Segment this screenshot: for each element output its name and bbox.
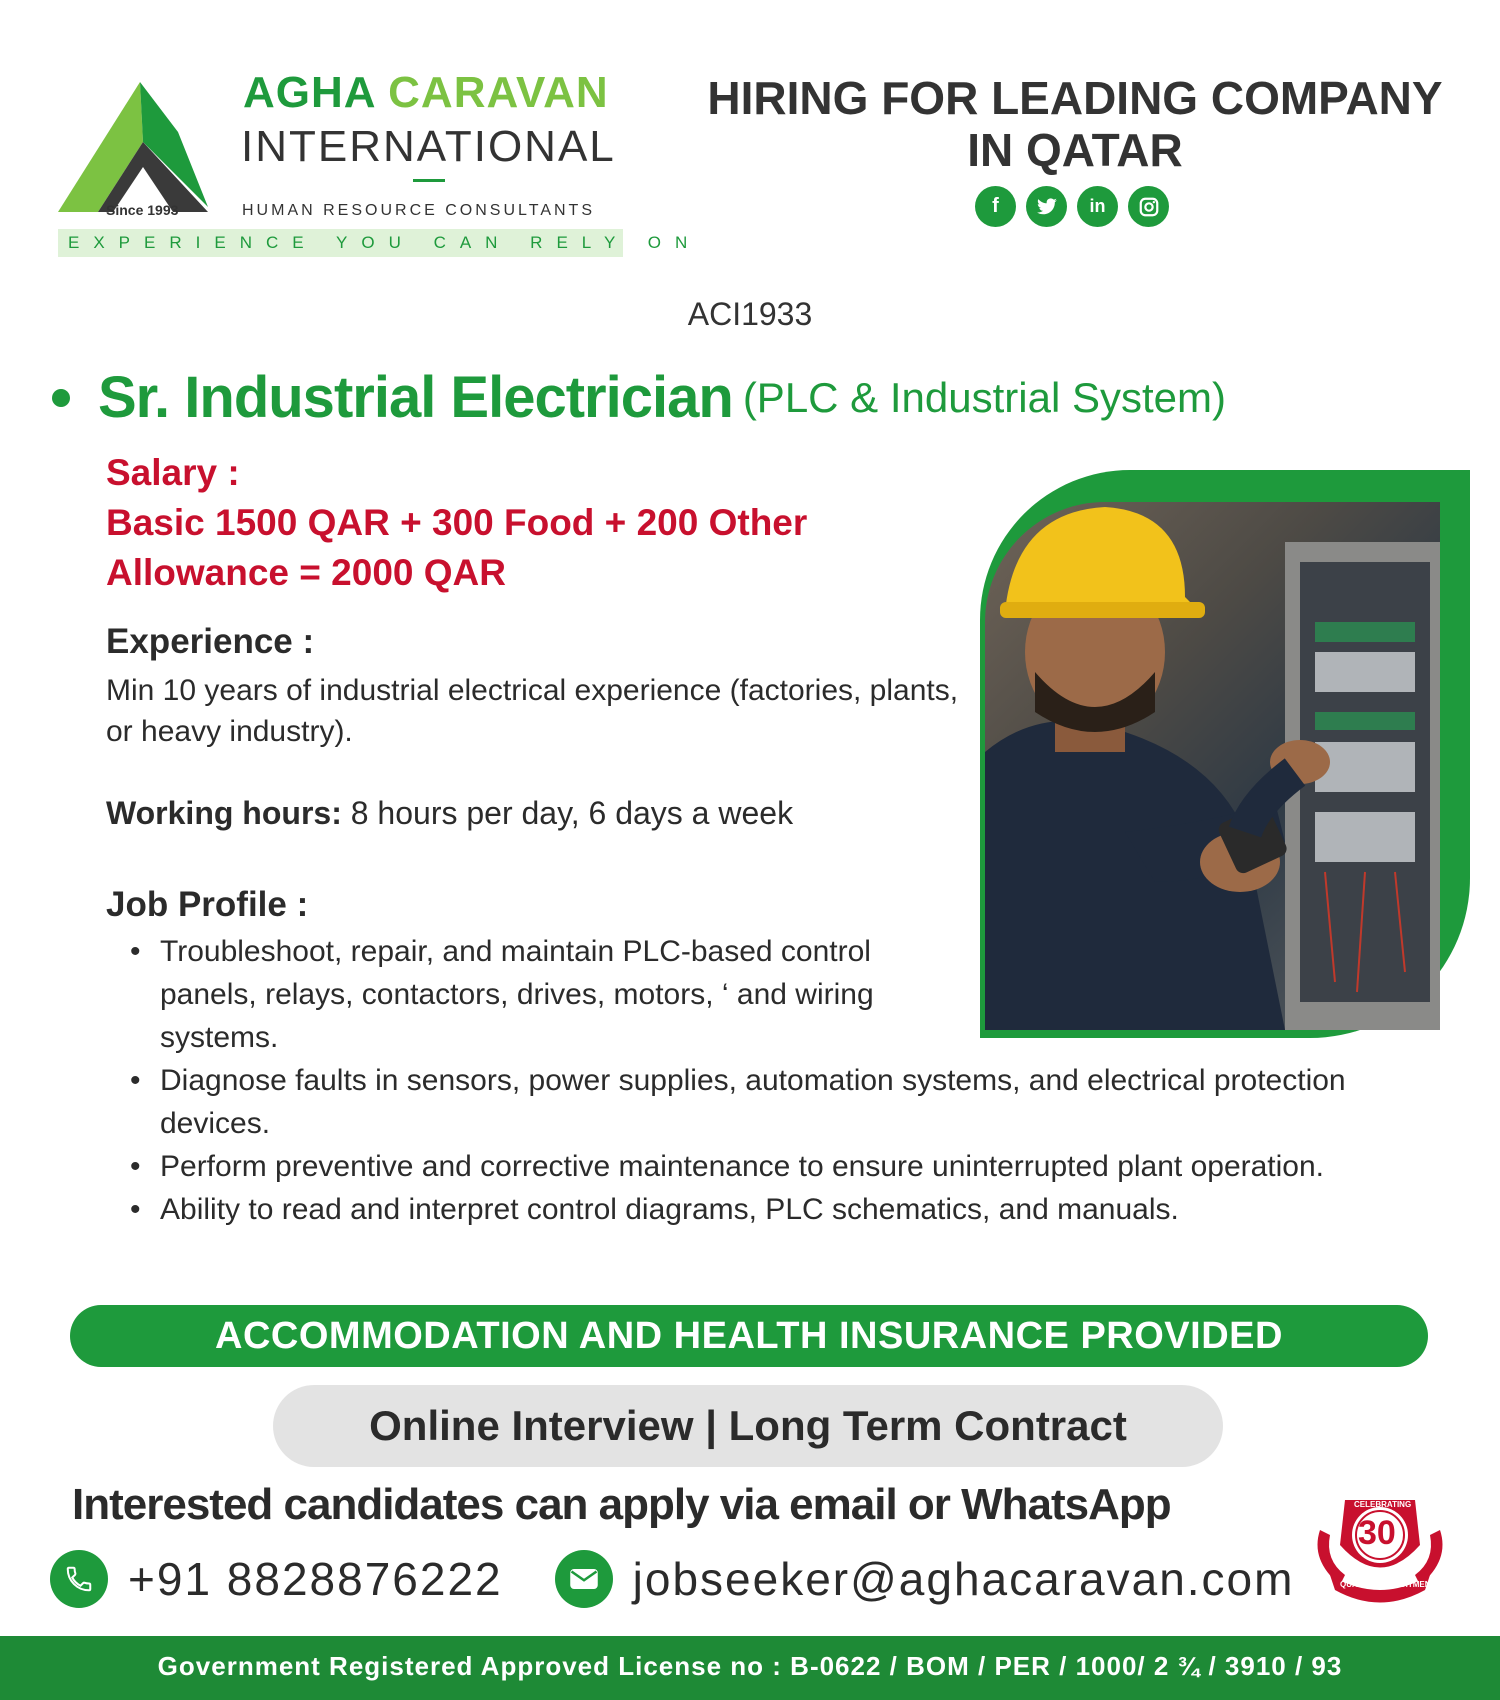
brand-international: INTERNATIONAL <box>241 122 616 171</box>
salary-line-1: Basic 1500 QAR + 300 Food + 200 Other <box>106 502 808 543</box>
list-item: • Ability to read and interpret control diagrams, PLC schematics, and manuals. <box>130 1188 1450 1231</box>
electrician-illustration <box>985 502 1440 1030</box>
hiring-line-2: IN QATAR <box>967 124 1183 176</box>
job-profile-label: Job Profile : <box>106 885 309 924</box>
anniversary-badge <box>1310 1490 1450 1600</box>
hiring-heading <box>680 72 1470 176</box>
job-subtitle: (PLC & Industrial System) <box>742 373 1226 421</box>
brand-name <box>243 68 609 118</box>
brand-word-caravan: CARAVAN <box>388 68 609 117</box>
list-item: • Troubleshoot, repair, and maintain PLC-based control panels, relays, contactors, drives, motors, ‘ and wiring systems. <box>130 930 960 1059</box>
list-item: • Diagnose faults in sensors, power supplies, automation systems, and electrical protection devices. <box>130 1059 1450 1145</box>
job-title: Sr. Industrial Electrician <box>98 365 733 430</box>
hours-label: Working hours: <box>106 795 342 831</box>
job-title-row <box>52 364 1226 431</box>
salary-label: Salary : <box>106 452 240 493</box>
electrician-photo <box>985 502 1440 1030</box>
badge-bottom-text: QUALITY RECRUITMENT <box>1340 1580 1436 1589</box>
twitter-icon[interactable] <box>1026 186 1067 227</box>
benefits-banner: ACCOMMODATION AND HEALTH INSURANCE PROVIDED <box>70 1305 1428 1367</box>
working-hours <box>106 795 793 832</box>
brand-word-agha: AGHA <box>243 68 375 117</box>
linkedin-icon[interactable]: in <box>1077 186 1118 227</box>
experience-label: Experience : <box>106 622 315 661</box>
email-icon[interactable] <box>555 1550 613 1608</box>
phone-icon[interactable] <box>50 1550 108 1608</box>
license-footer: Government Registered Approved License no : B-0622 / BOM / PER / 1000/ 2 ¾ / 3910 / 93 <box>0 1636 1500 1700</box>
brand-divider <box>413 179 445 182</box>
contact-row <box>50 1550 1294 1608</box>
instagram-icon[interactable] <box>1128 186 1169 227</box>
badge-number: 30 <box>1358 1514 1396 1552</box>
salary-block <box>106 448 966 598</box>
brand-tagline: EXPERIENCE YOU CAN RELY ON <box>58 229 623 257</box>
email-address[interactable]: jobseeker@aghacaravan.com <box>632 1553 1295 1605</box>
brand-subtitle: HUMAN RESOURCE CONSULTANTS <box>242 202 595 219</box>
social-links <box>975 186 1169 227</box>
job-code: ACI1933 <box>687 296 813 332</box>
company-logo <box>58 62 702 262</box>
salary-line-2: Allowance = 2000 QAR <box>106 552 506 593</box>
hiring-line-1: HIRING FOR LEADING COMPANY <box>707 72 1443 124</box>
hours-text: 8 hours per day, 6 days a week <box>341 795 794 831</box>
experience-text: Min 10 years of industrial electrical experience (factories, plants, or heavy industry). <box>106 674 959 748</box>
phone-number[interactable]: +91 8828876222 <box>128 1553 503 1605</box>
badge-top-text: CELEBRATING <box>1354 1500 1412 1509</box>
list-item: • Perform preventive and corrective maintenance to ensure uninterrupted plant operation. <box>130 1145 1450 1188</box>
title-bullet <box>52 389 70 407</box>
facebook-icon[interactable]: f <box>975 186 1016 227</box>
interview-banner: Online Interview | Long Term Contract <box>273 1385 1223 1467</box>
apply-text: Interested candidates can apply via email or WhatsApp <box>72 1480 1171 1529</box>
triangle-logo-icon <box>58 72 228 222</box>
since-year: Since 1993 <box>106 202 179 218</box>
